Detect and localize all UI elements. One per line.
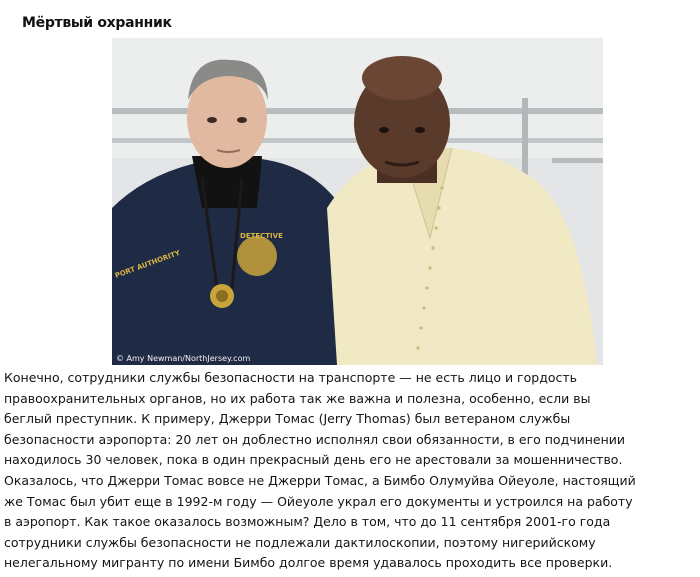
photo-credit: © Amy Newman/NorthJersey.com — [116, 354, 251, 363]
article-line: Конечно, сотрудники службы безопасности на транспорте — не есть лицо и гордость — [4, 370, 578, 385]
article-line: находилось 30 человек, пока в один прекрасный день его не арестовали за мошенничество. — [4, 452, 623, 468]
article-line: нелегальному мигранту по имени Бимбо долгое время удавалось проходить все проверки. — [4, 555, 613, 571]
svg-text:DETECTIVE: DETECTIVE — [240, 232, 283, 240]
news-photo — [112, 38, 603, 365]
article-line: же Томас был убит еще в 1992-м году — Ойеуоле украл его документы и устроился на работу — [4, 493, 633, 509]
photo-illustration — [112, 38, 603, 365]
article-line: в аэропорт. Как такое оказалось возможным? Дело в том, что до 11 сентября 2001-го года — [4, 514, 611, 530]
article-body — [4, 368, 696, 574]
article-line: Оказалось, что Джерри Томас вовсе не Джерри Томас, а Бимбо Олумуйва Ойеуоле, настоящий — [4, 472, 636, 488]
article-title: Мёртвый охранник — [22, 15, 172, 31]
article-line: безопасности аэропорта: 20 лет он доблестно исполнял свои обязанности, в его подчинении — [4, 431, 626, 447]
article-line: сотрудники службы безопасности не подлежали дактилоскопии, поэтому нигерийскому — [4, 534, 596, 550]
article-line: беглый преступник. К примеру, Джерри Томас (Jerry Thomas) был ветераном службы — [4, 411, 571, 427]
article-line: правоохранительных органов, но их работа так же важна и полезна, особенно, если вы — [4, 390, 591, 406]
svg-text:PORT AUTHORITY: PORT AUTHORITY — [113, 248, 182, 280]
